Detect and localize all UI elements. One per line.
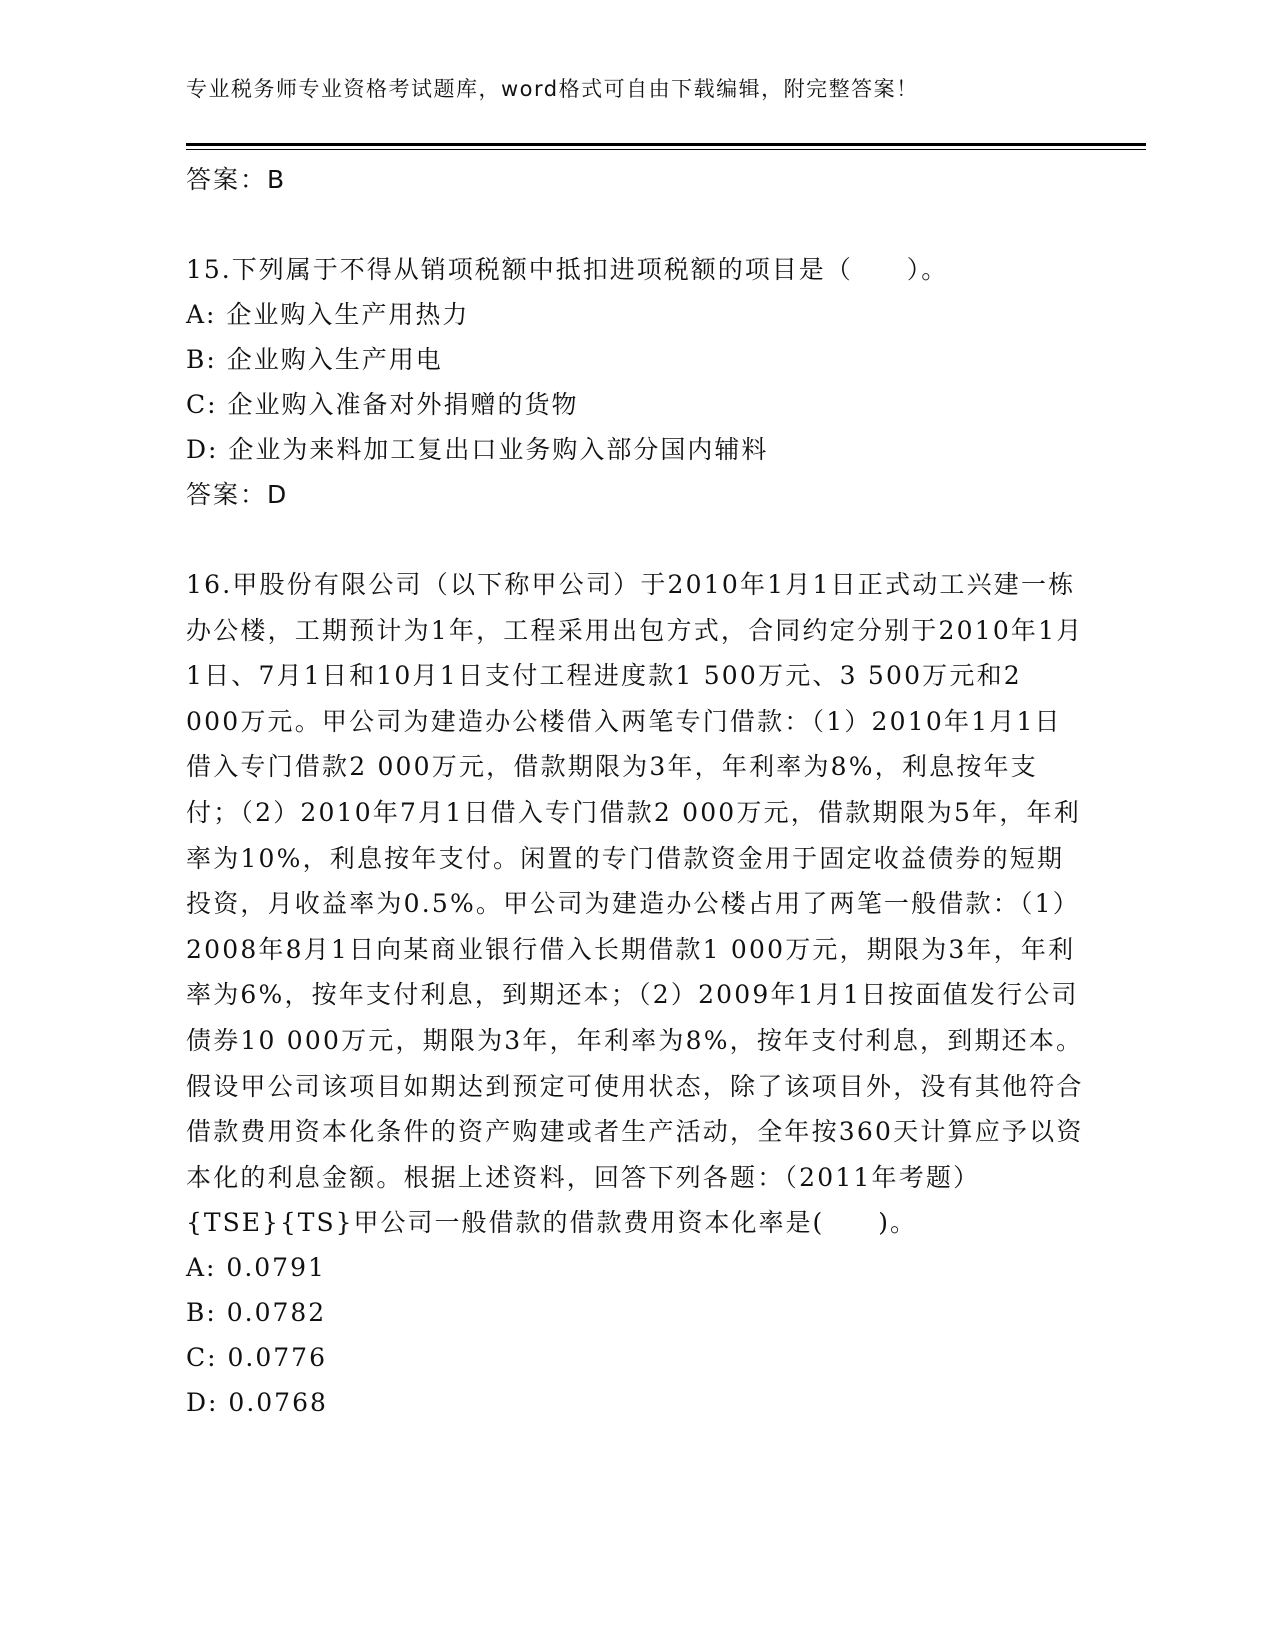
question-15-stem: 15.下列属于不得从销项税额中抵扣进项税额的项目是（ ）。 [186,255,949,284]
question-16 [186,562,1086,1425]
question-16-stem: 16.甲股份有限公司（以下称甲公司）于2010年1月1日正式动工兴建一栋办公楼，工期预计为1年，工程采用出包方式，合同约定分别于2010年1月1日、7月1日和10月1日支付工程进度款1 500万元、3 500万元和2 000万元。甲公司为建造办公楼借入两笔专门借款：（1）2010年1月1日借入专门借款2 000万元，借款期限为3年，年利率为8%，利息按年支付；（2）2010年7月1日借入专门借款2 000万元，借款期限为5年，年利率为10%，利息按年支付。闲置的专门借款资金用于固定收益债券的短期投资，月收益率为0.5%。甲公司为建造办公楼占用了两笔一般借款：（1）2008年8月1日向某商业银行借入长期借款1 000万元，期限为3年，年利率为6%，按年支付利息，到期还本；（2）2009年1月1日按面值发行公司债券10 000万元，期限为3年，年利率为8%，按年支付利息，到期还本。假设甲公司该项目如期达到预定可使用状态，除了该项目外，没有其他符合借款费用资本化条件的资产购建或者生产活动，全年按360天计算应予以资本化的利息金额。根据上述资料，回答下列各题：（2011年考题） [186,570,1084,1192]
question-15-option-b: B: 企业购入生产用电 [186,345,443,374]
question-15-option-d: D: 企业为来料加工复出口业务购入部分国内辅料 [186,435,769,464]
question-16-option-b: B: 0.0782 [186,1298,327,1328]
question-15-answer: 答案：D [186,480,289,509]
spacer [186,517,1086,562]
page-header: 专业税务师专业资格考试题库，word格式可自由下载编辑，附完整答案！ [186,77,919,101]
question-15-option-a: A: 企业购入生产用热力 [186,300,470,329]
question-16-option-c: C: 0.0776 [186,1343,327,1373]
header-rule-thin [186,149,1146,150]
spacer [186,202,1086,247]
question-15-option-c: C: 企业购入准备对外捐赠的货物 [186,390,579,419]
question-15 [186,247,1086,517]
question-16-option-d: D: 0.0768 [186,1388,328,1418]
header-rule-thick [186,143,1146,146]
document-body [186,157,1086,1425]
question-16-option-a: A: 0.0791 [186,1253,326,1283]
question-16-sub-question: {TSE}{TS}甲公司一般借款的借款费用资本化率是( )。 [186,1208,917,1238]
answer-prev: 答案：B [186,165,287,194]
